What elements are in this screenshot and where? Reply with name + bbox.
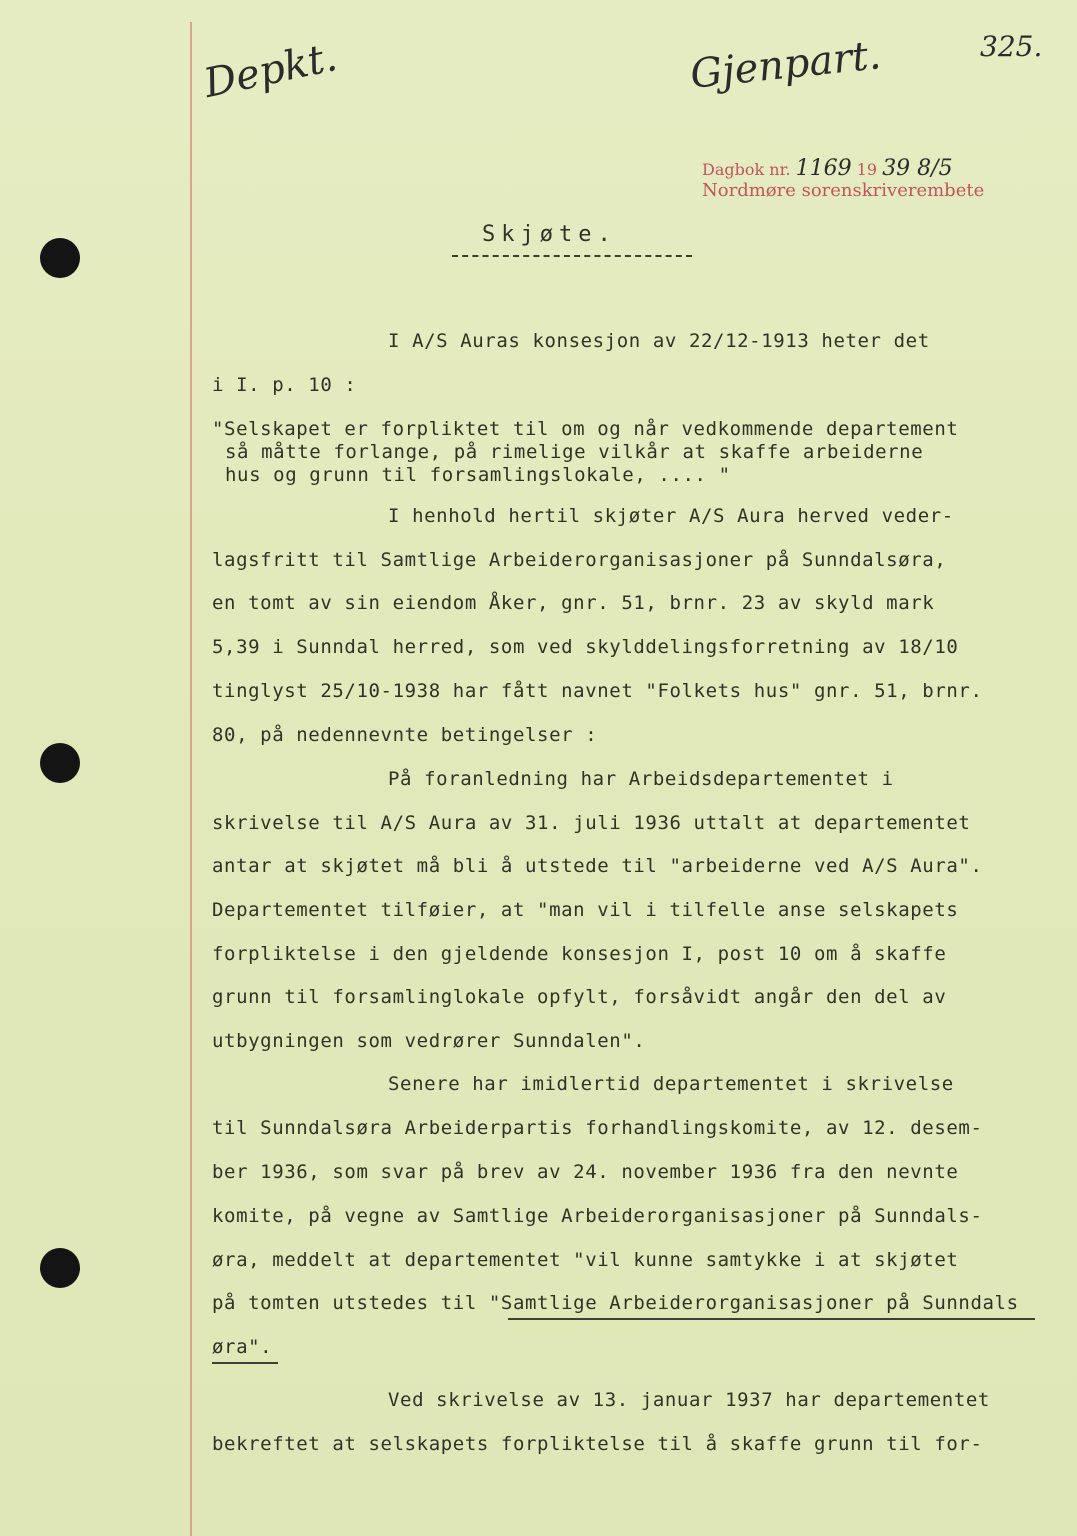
stamp-label: Dagbok nr.	[702, 160, 791, 179]
body-line: lagsfritt til Samtlige Arbeiderorganisasjoner på Sunndalsøra,	[212, 549, 947, 571]
body-line: på tomten utstedes til "Samtlige Arbeiderorganisasjoner på Sunndals	[212, 1292, 1019, 1314]
body-line: øra, meddelt at departementet "vil kunne samtykke i at skjøtet	[212, 1249, 959, 1271]
body-line: Ved skrivelse av 13. januar 1937 har departementet	[388, 1389, 990, 1411]
body-line: antar at skjøtet må bli å utstede til "arbeiderne ved A/S Aura".	[212, 855, 983, 877]
body-line: skrivelse til A/S Aura av 31. juli 1936 uttalt at departementet	[212, 812, 971, 834]
underline-organisation-name	[508, 1318, 1035, 1320]
margin-rule	[190, 22, 192, 1536]
body-line: 5,39 i Sunndal herred, som ved skylddelingsforretning av 18/10	[212, 636, 959, 658]
body-line: så måtte forlange, på rimelige vilkår at skaffe arbeiderne	[225, 441, 924, 463]
body-line: forpliktelse i den gjeldende konsesjon I, post 10 om å skaffe	[212, 943, 947, 965]
body-line: På foranledning har Arbeidsdepartementet i	[388, 768, 894, 790]
body-line: til Sunndalsøra Arbeiderpartis forhandlingskomite, av 12. desem-	[212, 1117, 983, 1139]
body-line: utbygningen som vedrører Sunndalen".	[212, 1030, 646, 1052]
title-underline	[452, 255, 692, 257]
body-line: komite, på vegne av Samtlige Arbeiderorganisasjoner på Sunndals-	[212, 1205, 983, 1227]
underline-organisation-name-end	[212, 1362, 278, 1364]
body-line: ber 1936, som svar på brev av 24. november 1936 fra den nevnte	[212, 1161, 959, 1183]
stamp-number: 1169	[795, 156, 852, 181]
body-line: I A/S Auras konsesjon av 22/12-1913 heter det	[388, 330, 930, 352]
handwritten-annotation-left: Depkt.	[200, 34, 342, 107]
body-line: en tomt av sin eiendom Åker, gnr. 51, brnr. 23 av skyld mark	[212, 592, 935, 614]
body-line: Departementet tilføier, at "man vil i tilfelle anse selskapets	[212, 899, 959, 921]
body-line: tinglyst 25/10-1938 har fått navnet "Folkets hus" gnr. 51, brnr.	[212, 680, 983, 702]
body-line: i I. p. 10 :	[212, 374, 357, 396]
stamp-office: Nordmøre sorenskriverembete	[702, 180, 985, 201]
body-line: I henhold hertil skjøter A/S Aura herved veder-	[388, 505, 954, 527]
body-line: 80, på nedennevnte betingelser :	[212, 724, 598, 746]
registry-stamp	[702, 158, 984, 201]
body-line: "Selskapet er forpliktet til om og når vedkommende departement	[212, 418, 959, 440]
punch-hole-bottom	[40, 1248, 80, 1288]
stamp-year-label: 19	[856, 160, 878, 179]
body-line: hus og grunn til forsamlingslokale, .... "	[225, 464, 731, 486]
handwritten-annotation-center: Gjenpart.	[688, 32, 884, 98]
stamp-year-date: 39 8/5	[882, 156, 953, 181]
document-title: Skjøte.	[482, 222, 617, 247]
punch-hole-top	[40, 238, 80, 278]
body-line: grunn til forsamlinglokale opfylt, forsåvidt angår den del av	[212, 986, 947, 1008]
body-line: Senere har imidlertid departementet i skrivelse	[388, 1073, 954, 1095]
punch-hole-middle	[40, 743, 80, 783]
page-number: 325.	[980, 30, 1043, 63]
body-line: bekreftet at selskapets forpliktelse til å skaffe grunn til for-	[212, 1433, 983, 1455]
body-line: øra".	[212, 1336, 273, 1358]
